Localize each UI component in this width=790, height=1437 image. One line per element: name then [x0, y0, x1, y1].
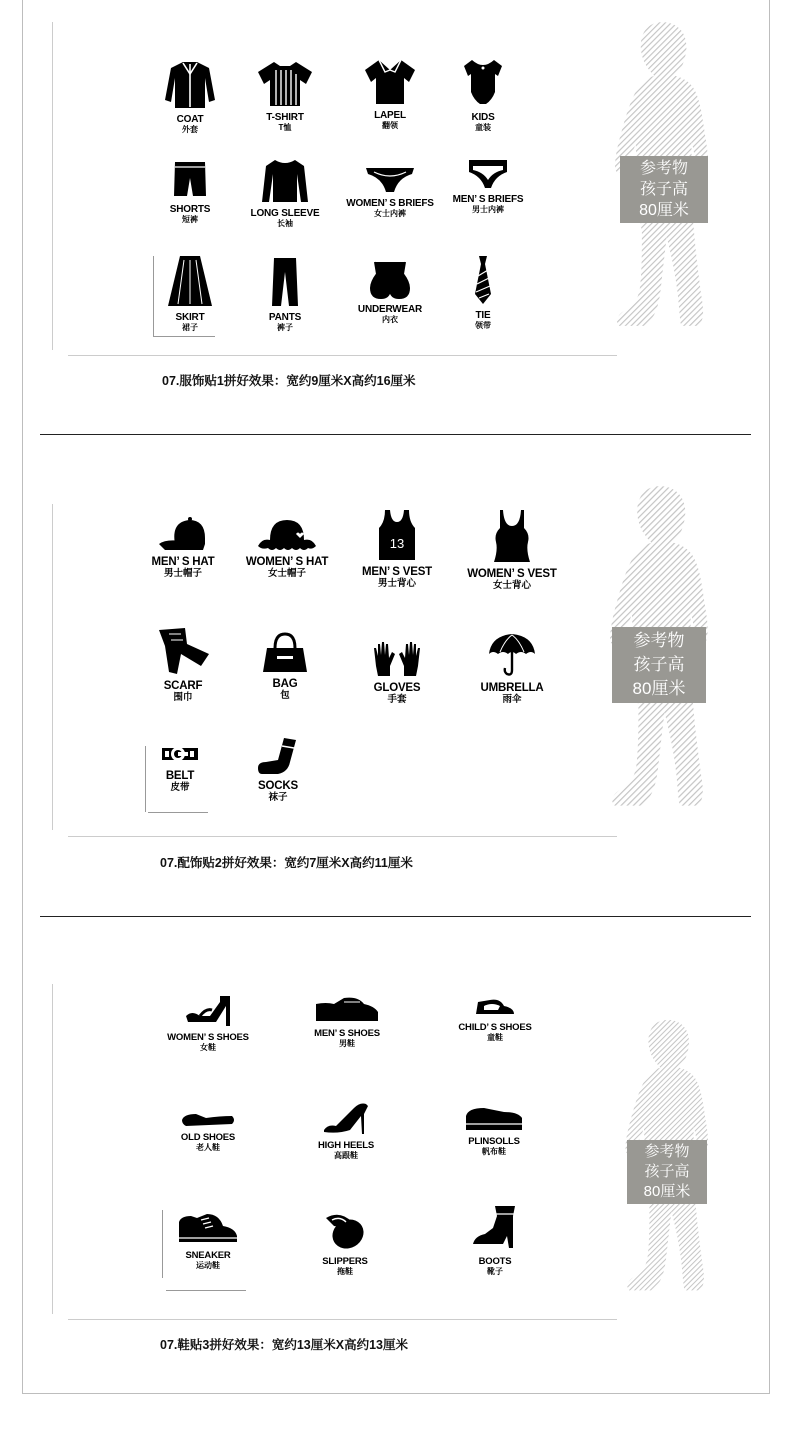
item-label: SLIPPERS — [322, 1256, 368, 1267]
reference-line: 孩子高 — [644, 1163, 690, 1180]
item-label-cn: 高跟鞋 — [334, 1151, 358, 1160]
item-label: WOMEN’ S HAT — [245, 556, 329, 568]
item-coat — [150, 60, 230, 135]
slippers-icon — [322, 1210, 368, 1252]
reference-line: 孩子高 — [639, 181, 688, 198]
item-label-cn: 童装 — [475, 123, 491, 132]
boots-icon — [471, 1204, 519, 1252]
womens-shoes-icon — [184, 994, 232, 1028]
item-shorts — [150, 160, 230, 225]
item-womens-hat — [232, 516, 342, 579]
item-label-cn: 男士背心 — [377, 578, 416, 589]
item-label: BOOTS — [478, 1256, 512, 1267]
reference-line: 80厘米 — [632, 679, 686, 698]
vertical-rule — [52, 504, 53, 830]
item-womens-shoes — [152, 994, 264, 1053]
item-label: CHILD’ S SHOES — [458, 1022, 532, 1033]
item-label: HIGH HEELS — [317, 1140, 375, 1151]
item-label-cn: 袜子 — [268, 792, 288, 803]
item-kids — [443, 58, 523, 133]
horizontal-rule — [68, 1319, 617, 1320]
item-label-cn: 女士内裤 — [374, 209, 406, 218]
kids-icon — [462, 58, 504, 108]
item-label: SNEAKER — [185, 1250, 231, 1261]
item-long-sleeve — [245, 158, 325, 229]
umbrella-icon — [487, 632, 537, 678]
sneaker-icon — [177, 1212, 239, 1246]
section-caption: 07.服饰贴1拼好效果：宽约9厘米X高约16厘米 — [162, 374, 416, 388]
section-clothing — [0, 0, 790, 430]
plimsolls-icon — [464, 1104, 524, 1132]
item-label: GLOVES — [373, 682, 421, 694]
item-socks — [240, 736, 316, 803]
long-sleeve-icon — [260, 158, 310, 204]
item-label-cn: 内衣 — [382, 315, 398, 324]
item-label: LAPEL — [374, 110, 406, 121]
item-label: TIE — [475, 310, 491, 321]
item-label: PANTS — [268, 312, 302, 323]
item-label-cn: 帆布鞋 — [482, 1147, 506, 1156]
reference-line: 参考物 — [644, 1143, 690, 1160]
item-mens-briefs — [438, 158, 538, 215]
gloves-icon — [370, 638, 424, 678]
item-label: MEN’ S SHOES — [314, 1028, 380, 1039]
item-label-cn: 女鞋 — [200, 1043, 216, 1052]
reference-line: 参考物 — [639, 160, 688, 177]
reference-line: 孩子高 — [633, 655, 685, 674]
item-label: SOCKS — [258, 780, 298, 792]
item-label-cn: 翻领 — [382, 121, 398, 130]
item-label-cn: 雨伞 — [502, 694, 522, 705]
item-umbrella — [466, 632, 558, 705]
vertical-rule — [52, 22, 53, 350]
item-label: WOMEN’ S VEST — [467, 568, 557, 580]
mens-shoes-icon — [314, 994, 380, 1024]
section-caption: 07.鞋贴3拼好效果：宽约13厘米X高约13厘米 — [160, 1338, 408, 1352]
item-plimsolls — [444, 1104, 544, 1157]
item-label-cn: 老人鞋 — [196, 1143, 220, 1152]
underwear-icon — [367, 260, 413, 300]
item-belt — [142, 742, 218, 793]
item-label: LONG SLEEVE — [250, 208, 320, 219]
horizontal-rule — [68, 355, 617, 356]
tick-mark — [148, 812, 208, 813]
item-label: UMBRELLA — [480, 682, 544, 694]
item-label-cn: 外套 — [182, 125, 198, 134]
socks-icon — [256, 736, 300, 776]
vest-number: 13 — [389, 536, 405, 551]
scarf-icon — [155, 626, 211, 676]
item-label-cn: 靴子 — [487, 1267, 503, 1276]
item-childs-shoes — [440, 994, 550, 1043]
reference-box — [612, 627, 706, 703]
item-mens-vest — [345, 508, 449, 589]
tie-icon — [472, 254, 494, 306]
bag-icon — [261, 632, 309, 674]
skirt-icon — [166, 254, 214, 308]
item-pants — [245, 256, 325, 333]
item-label-cn: 长袖 — [277, 219, 293, 228]
tick-mark — [162, 1210, 163, 1278]
reference-box — [627, 1140, 707, 1204]
old-shoes-icon — [180, 1108, 236, 1128]
item-tshirt — [245, 60, 325, 133]
item-label: KIDS — [471, 112, 495, 123]
item-label: BAG — [272, 678, 298, 690]
item-label-cn: T恤 — [278, 123, 292, 132]
item-label-cn: 领带 — [475, 321, 491, 330]
item-skirt — [150, 254, 230, 333]
item-slippers — [300, 1210, 390, 1277]
coat-icon — [163, 60, 217, 110]
item-label-cn: 围巾 — [173, 692, 193, 703]
item-label-cn: 短裤 — [182, 215, 198, 224]
mens-hat-icon — [157, 516, 209, 552]
item-label-cn: 女士背心 — [492, 580, 531, 591]
womens-briefs-icon — [364, 164, 416, 194]
tick-mark — [153, 336, 215, 337]
item-label-cn: 裤子 — [277, 323, 293, 332]
reference-line: 80厘米 — [639, 202, 689, 219]
item-label: T-SHIRT — [266, 112, 304, 123]
item-label: MEN’ S HAT — [151, 556, 215, 568]
horizontal-rule — [68, 836, 617, 837]
item-high-heels — [296, 1100, 396, 1161]
childs-shoes-icon — [474, 994, 516, 1018]
reference-box — [620, 156, 708, 223]
item-label: WOMEN’ S BRIEFS — [346, 198, 434, 209]
belt-icon — [160, 742, 200, 766]
item-label: SKIRT — [175, 312, 205, 323]
womens-hat-icon — [256, 516, 318, 552]
tick-mark — [166, 1290, 246, 1291]
reference-line: 80厘米 — [643, 1183, 691, 1200]
item-label-cn: 男鞋 — [339, 1039, 355, 1048]
pants-icon — [270, 256, 300, 308]
item-scarf — [138, 626, 228, 703]
item-label-cn: 女士帽子 — [267, 568, 306, 579]
item-mens-hat — [138, 516, 228, 579]
mens-vest-icon — [377, 508, 417, 562]
item-bag — [240, 632, 330, 701]
item-label: PLINSOLLS — [468, 1136, 520, 1147]
tshirt-icon — [256, 60, 314, 108]
section-divider — [40, 434, 751, 435]
item-boots — [450, 1204, 540, 1277]
item-label: MEN’ S VEST — [361, 566, 432, 578]
item-tie — [443, 254, 523, 331]
item-label-cn: 男士帽子 — [163, 568, 202, 579]
shorts-icon — [172, 160, 208, 200]
item-label: SCARF — [163, 680, 203, 692]
item-label: BELT — [165, 770, 195, 782]
item-label-cn: 童鞋 — [487, 1033, 503, 1042]
reference-line: 参考物 — [633, 631, 685, 650]
item-underwear — [350, 260, 430, 325]
womens-vest-icon — [492, 508, 532, 564]
item-label: OLD SHOES — [180, 1132, 236, 1143]
vertical-rule — [52, 984, 53, 1314]
item-womens-briefs — [340, 164, 440, 219]
high-heels-icon — [322, 1100, 370, 1136]
section-divider — [40, 916, 751, 917]
item-label-cn: 裙子 — [182, 323, 198, 332]
item-label: UNDERWEAR — [357, 304, 423, 315]
item-old-shoes — [158, 1108, 258, 1153]
item-label: MEN’ S BRIEFS — [452, 194, 524, 205]
item-label-cn: 包 — [280, 690, 290, 701]
item-label-cn: 拖鞋 — [337, 1267, 353, 1276]
item-sneaker — [168, 1212, 248, 1271]
section-shoes — [0, 918, 790, 1358]
section-caption: 07.配饰贴2拼好效果：宽约7厘米X高约11厘米 — [160, 856, 413, 870]
item-label-cn: 手套 — [387, 694, 407, 705]
item-mens-shoes — [292, 994, 402, 1049]
item-lapel — [350, 58, 430, 131]
item-label-cn: 皮带 — [170, 782, 190, 793]
item-label-cn: 运动鞋 — [196, 1261, 220, 1270]
item-womens-vest — [455, 508, 569, 591]
lapel-icon — [363, 58, 417, 106]
item-label: WOMEN’ S SHOES — [167, 1032, 249, 1043]
mens-briefs-icon — [467, 158, 509, 190]
section-accessories — [0, 436, 790, 916]
item-label: COAT — [176, 114, 204, 125]
item-gloves — [352, 638, 442, 705]
item-label-cn: 男士内裤 — [472, 205, 504, 214]
item-label: SHORTS — [169, 204, 211, 215]
